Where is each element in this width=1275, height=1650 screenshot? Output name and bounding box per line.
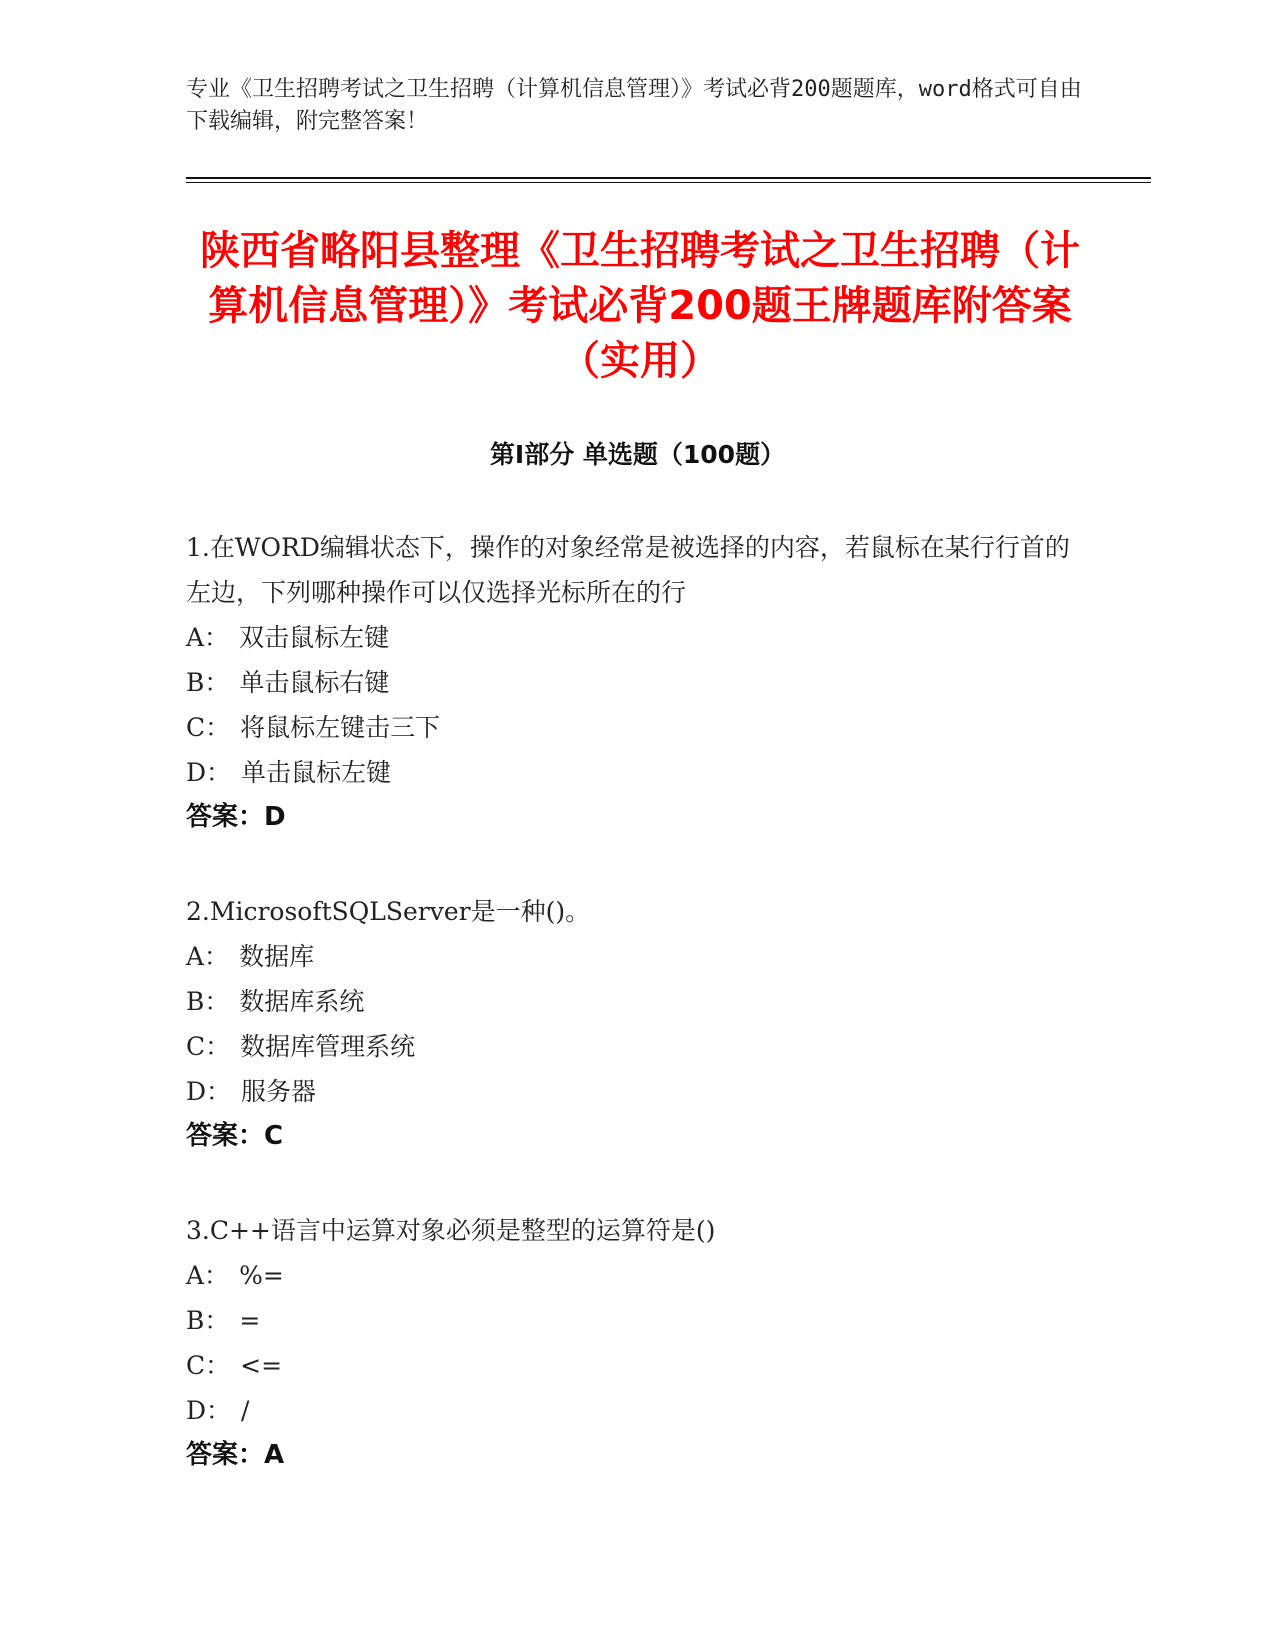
option-text: 将鼠标左键击三下 [240,713,441,742]
question-1 [186,525,1086,840]
option-text: 数据库系统 [239,987,365,1016]
answer-label: 答案： [186,802,265,832]
answer-value: D [264,802,286,832]
answer-line [186,1433,1086,1478]
answer-value: A [264,1440,285,1470]
option-text: 数据库管理系统 [240,1032,416,1061]
header-rule-thin [186,182,1151,183]
option-letter: C： [186,1351,231,1380]
option-text: / [241,1396,250,1425]
option-b [186,1298,1086,1343]
option-a [186,1253,1086,1298]
option-letter: D： [186,1396,232,1425]
question-stem: 3.C++语言中运算对象必须是整型的运算符是() [186,1216,716,1245]
option-c [186,1343,1086,1388]
question-stem: 1.在WORD编辑状态下，操作的对象经常是被选择的内容，若鼠标在某行行首的左边，下列哪种操作可以仅选择光标所在的行 [186,533,1070,607]
option-d [186,1388,1086,1433]
option-d [186,1069,1086,1114]
option-letter: B： [186,987,230,1016]
option-a [186,934,1086,979]
option-letter: A： [186,942,230,971]
header-note: 专业《卫生招聘考试之卫生招聘（计算机信息管理）》考试必背200题题库，word格式可自由下载编辑，附完整答案！ [186,77,1082,134]
option-b [186,979,1086,1024]
question-stem: 2.MicrosoftSQLServer是一种()。 [186,897,591,926]
section-title: 第Ⅰ部分 单选题（100题） [489,440,786,469]
answer-line [186,1114,1086,1159]
option-letter: D： [186,1077,232,1106]
option-text: 双击鼠标左键 [239,623,390,652]
option-text: <= [240,1351,283,1380]
option-c [186,705,1086,750]
option-text: = [239,1306,261,1335]
option-letter: A： [186,623,230,652]
option-text: 单击鼠标左键 [241,758,392,787]
answer-label: 答案： [186,1440,265,1470]
option-letter: A： [186,1261,230,1290]
answer-label: 答案： [186,1121,265,1151]
option-c [186,1024,1086,1069]
option-a [186,615,1086,660]
question-2 [186,889,1086,1159]
header-rule-thick [186,177,1151,179]
answer-line [186,795,1086,840]
option-letter: D： [186,758,232,787]
option-d [186,750,1086,795]
option-b [186,660,1086,705]
question-3 [186,1208,1086,1478]
option-letter: B： [186,668,230,697]
option-text: 单击鼠标右键 [239,668,390,697]
option-text: 数据库 [239,942,315,971]
option-text: %= [239,1261,284,1290]
option-letter: C： [186,1032,231,1061]
option-letter: C： [186,713,231,742]
document-title: 陕西省略阳县整理《卫生招聘考试之卫生招聘（计算机信息管理）》考试必背200题王牌题库附答案（实用） [200,228,1080,384]
option-letter: B： [186,1306,230,1335]
option-text: 服务器 [241,1077,317,1106]
answer-value: C [264,1121,284,1151]
